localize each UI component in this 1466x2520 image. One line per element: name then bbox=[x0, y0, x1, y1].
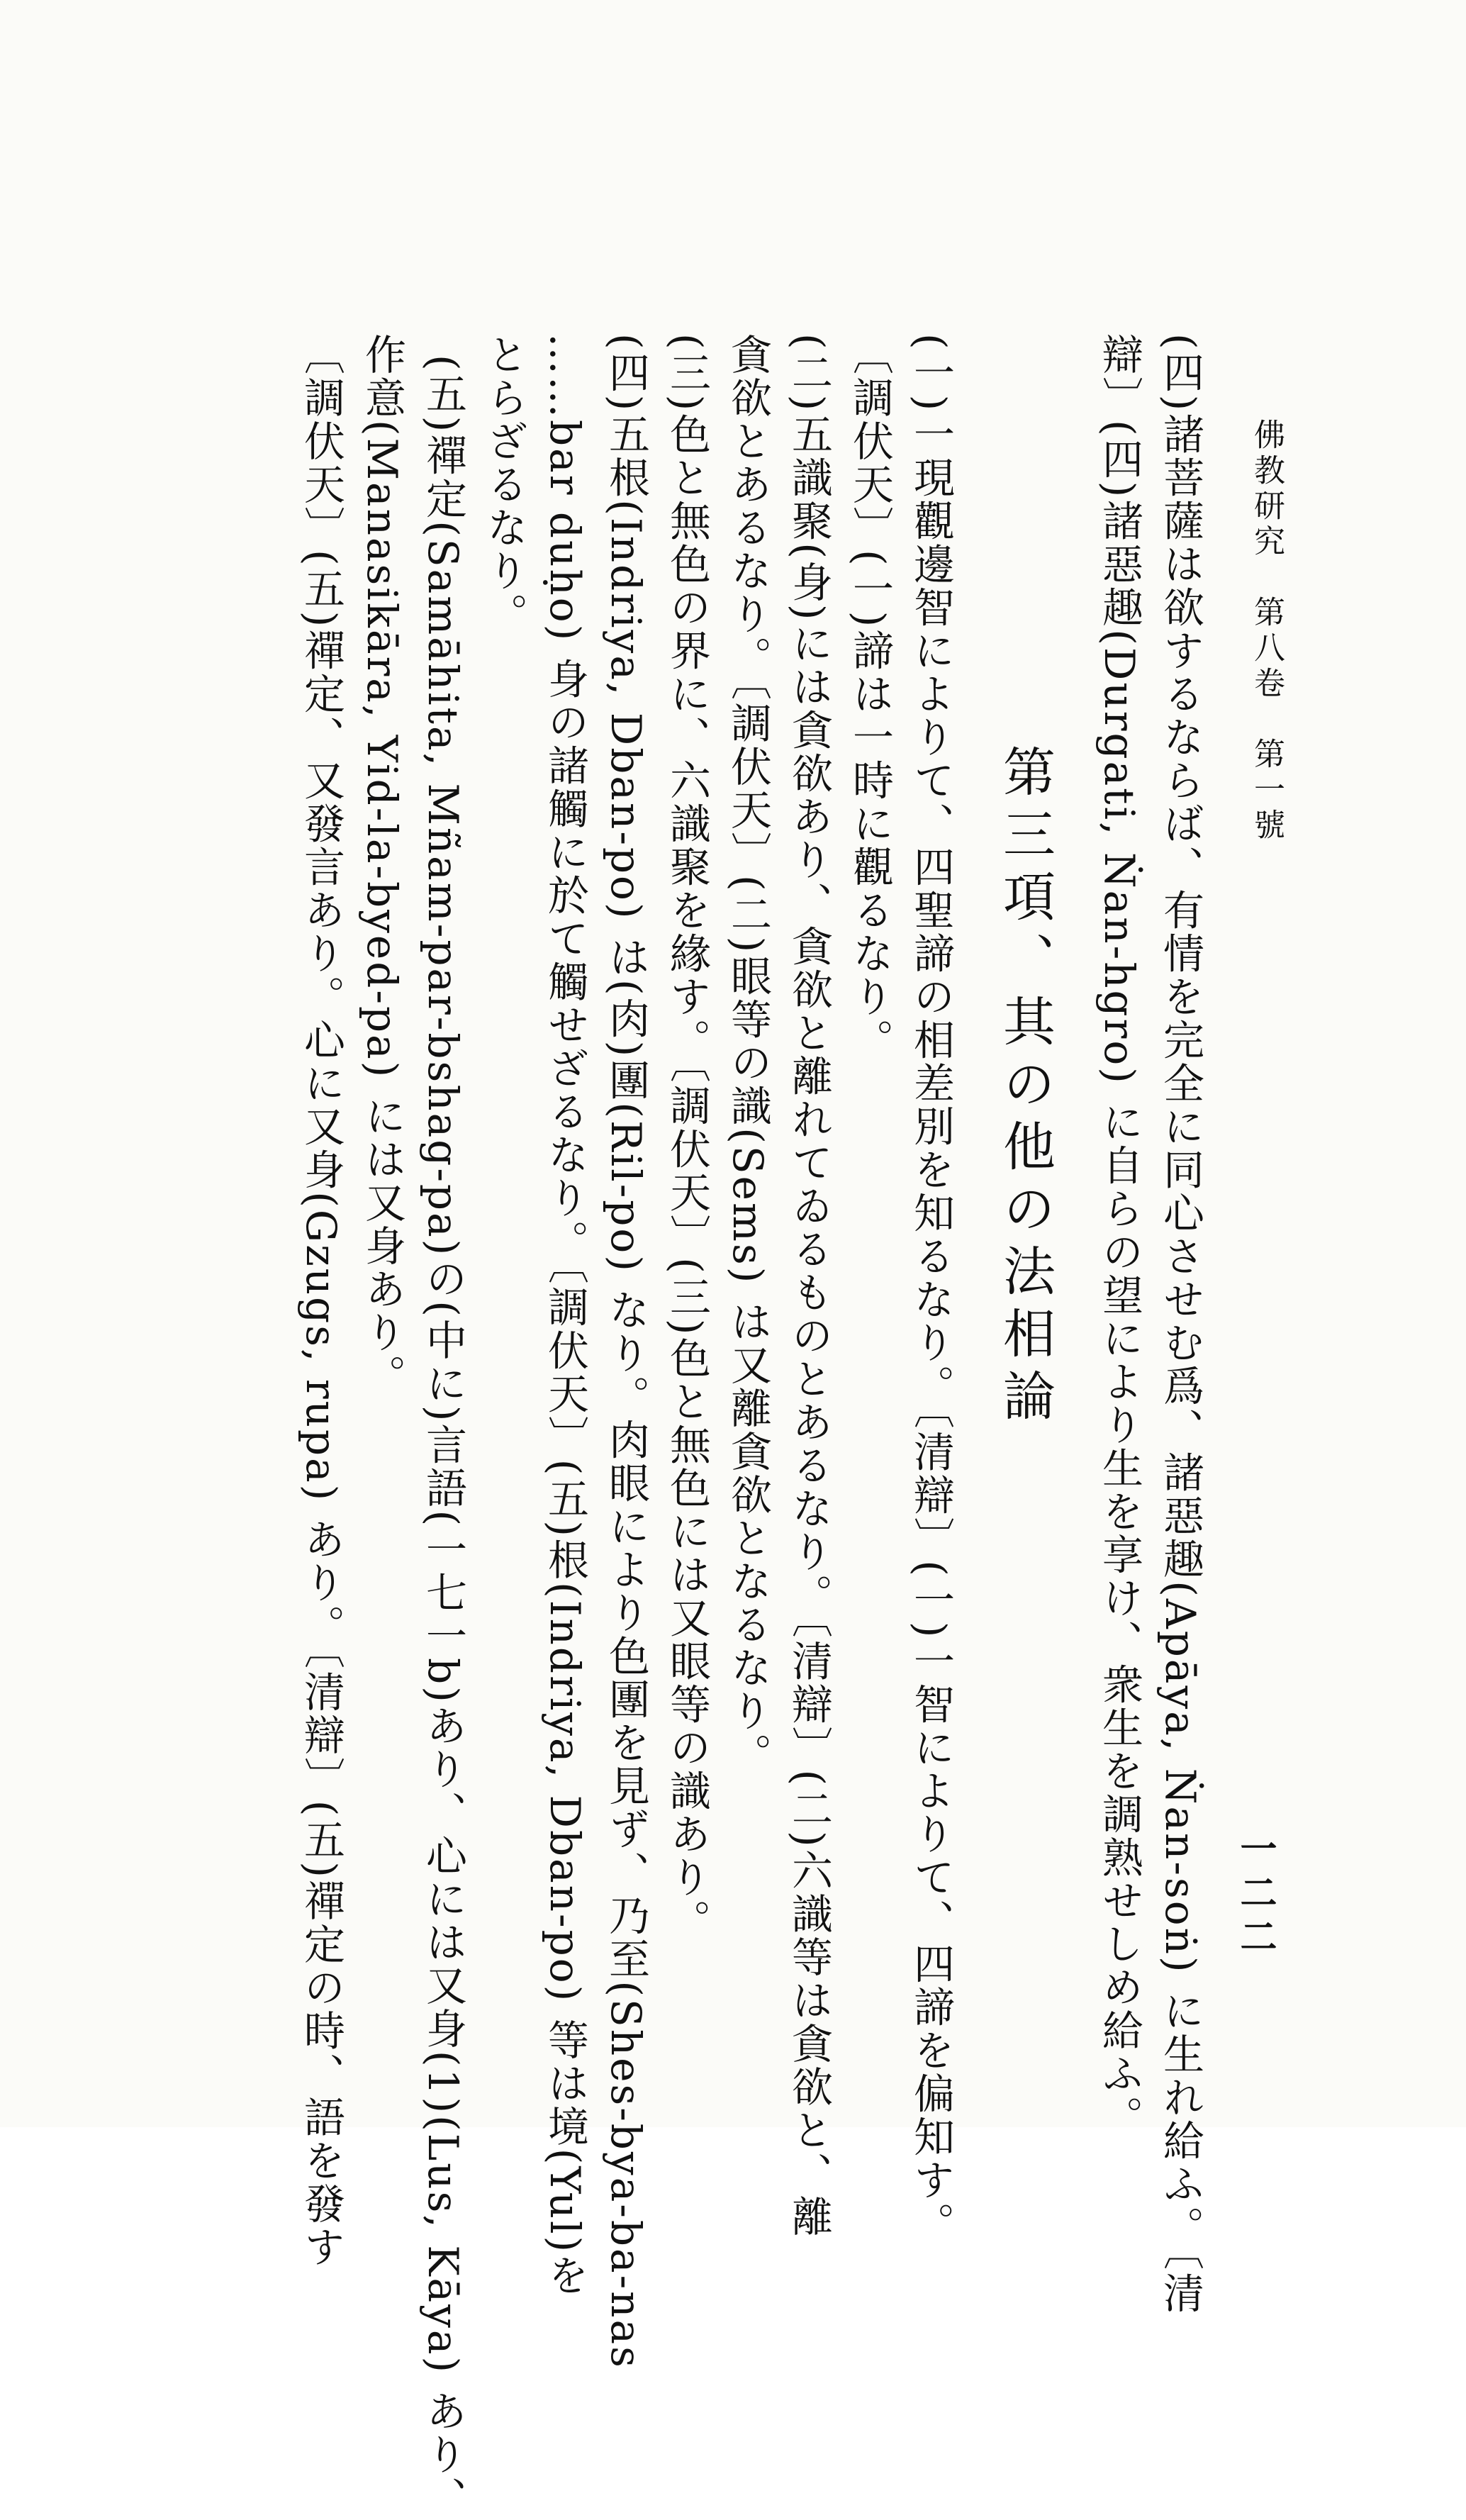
text-line-3: (一)一現觀邊智によりて、四聖諦の相差別を知るなり。〔清辯〕(一)一智によりて、四諦を偏知す。 bbox=[907, 333, 955, 2246]
text-line-1: (四)諸菩薩は欲するならば、有情を完全に同心させむ爲、諸惡趣(Apāya, Ṅan-soṅ) に生れ給ふ。〔清 bbox=[1156, 333, 1204, 2316]
page-number: 一二二 bbox=[1233, 1829, 1277, 1961]
body-text bbox=[291, 333, 1211, 2520]
text-line-10: とらざるなり。 bbox=[480, 333, 528, 636]
text-line-5: (二)五識聚(身)には貪欲あり、貪欲と離れてゐるものとあるなり。〔清辯〕(二)六識等は貪欲と、離 bbox=[785, 333, 833, 2239]
text-line-2: 辯〕(四)諸惡趣(Durgati, Ṅan-hgro) に自らの望により生を享け、衆生を調熟せしめ給ふ。 bbox=[1095, 333, 1143, 2139]
running-title: 佛教研究 第八卷 第一號 bbox=[1248, 418, 1285, 844]
text-line-8: (四)五根(Indriya, Dban-po) は(肉)團(Ril-po) なり。肉眼により色團を見ず、乃至(Shes-bya-ba-nas bbox=[602, 333, 650, 2370]
text-line-13: 〔調伏天〕(五)禪定、又發言あり。心に又身(Gzugs, rupa) あり。〔清辯〕(五)禪定の時、語を發す bbox=[297, 333, 345, 2270]
text-line-11: (五)禪定(Samāhita, Mñam-par-bshag-pa)の(中に)言語(一七一b)あり、心には又身(1)(Lus, Kāya) あり、 bbox=[419, 355, 467, 2520]
text-line-6: 貪欲とあるなり。〔調伏天〕(二)眼等の識(Sems) は又離貪欲となるなり。 bbox=[724, 333, 772, 1776]
text-line-12: 作意(Manasikāra, Yid-la-byed-pa) には又身あり。 bbox=[358, 333, 406, 1398]
text-line-9: ……bar duḥo) 身の諸觸に於て觸せざるなり。〔調伏天〕(五)根(Indriya, Dban-po) 等は境(Yul)を bbox=[541, 333, 589, 2298]
text-line-4: 〔調伏天〕(一)諦は一時に觀るなり。 bbox=[846, 333, 894, 1062]
section-title: 第三項、其の他の法相論 bbox=[995, 745, 1056, 1431]
text-line-7: (三)色と無色の界に、六識聚を緣す。〔調伏天〕(三)色と無色には又眼等の識あり。 bbox=[663, 333, 711, 1943]
